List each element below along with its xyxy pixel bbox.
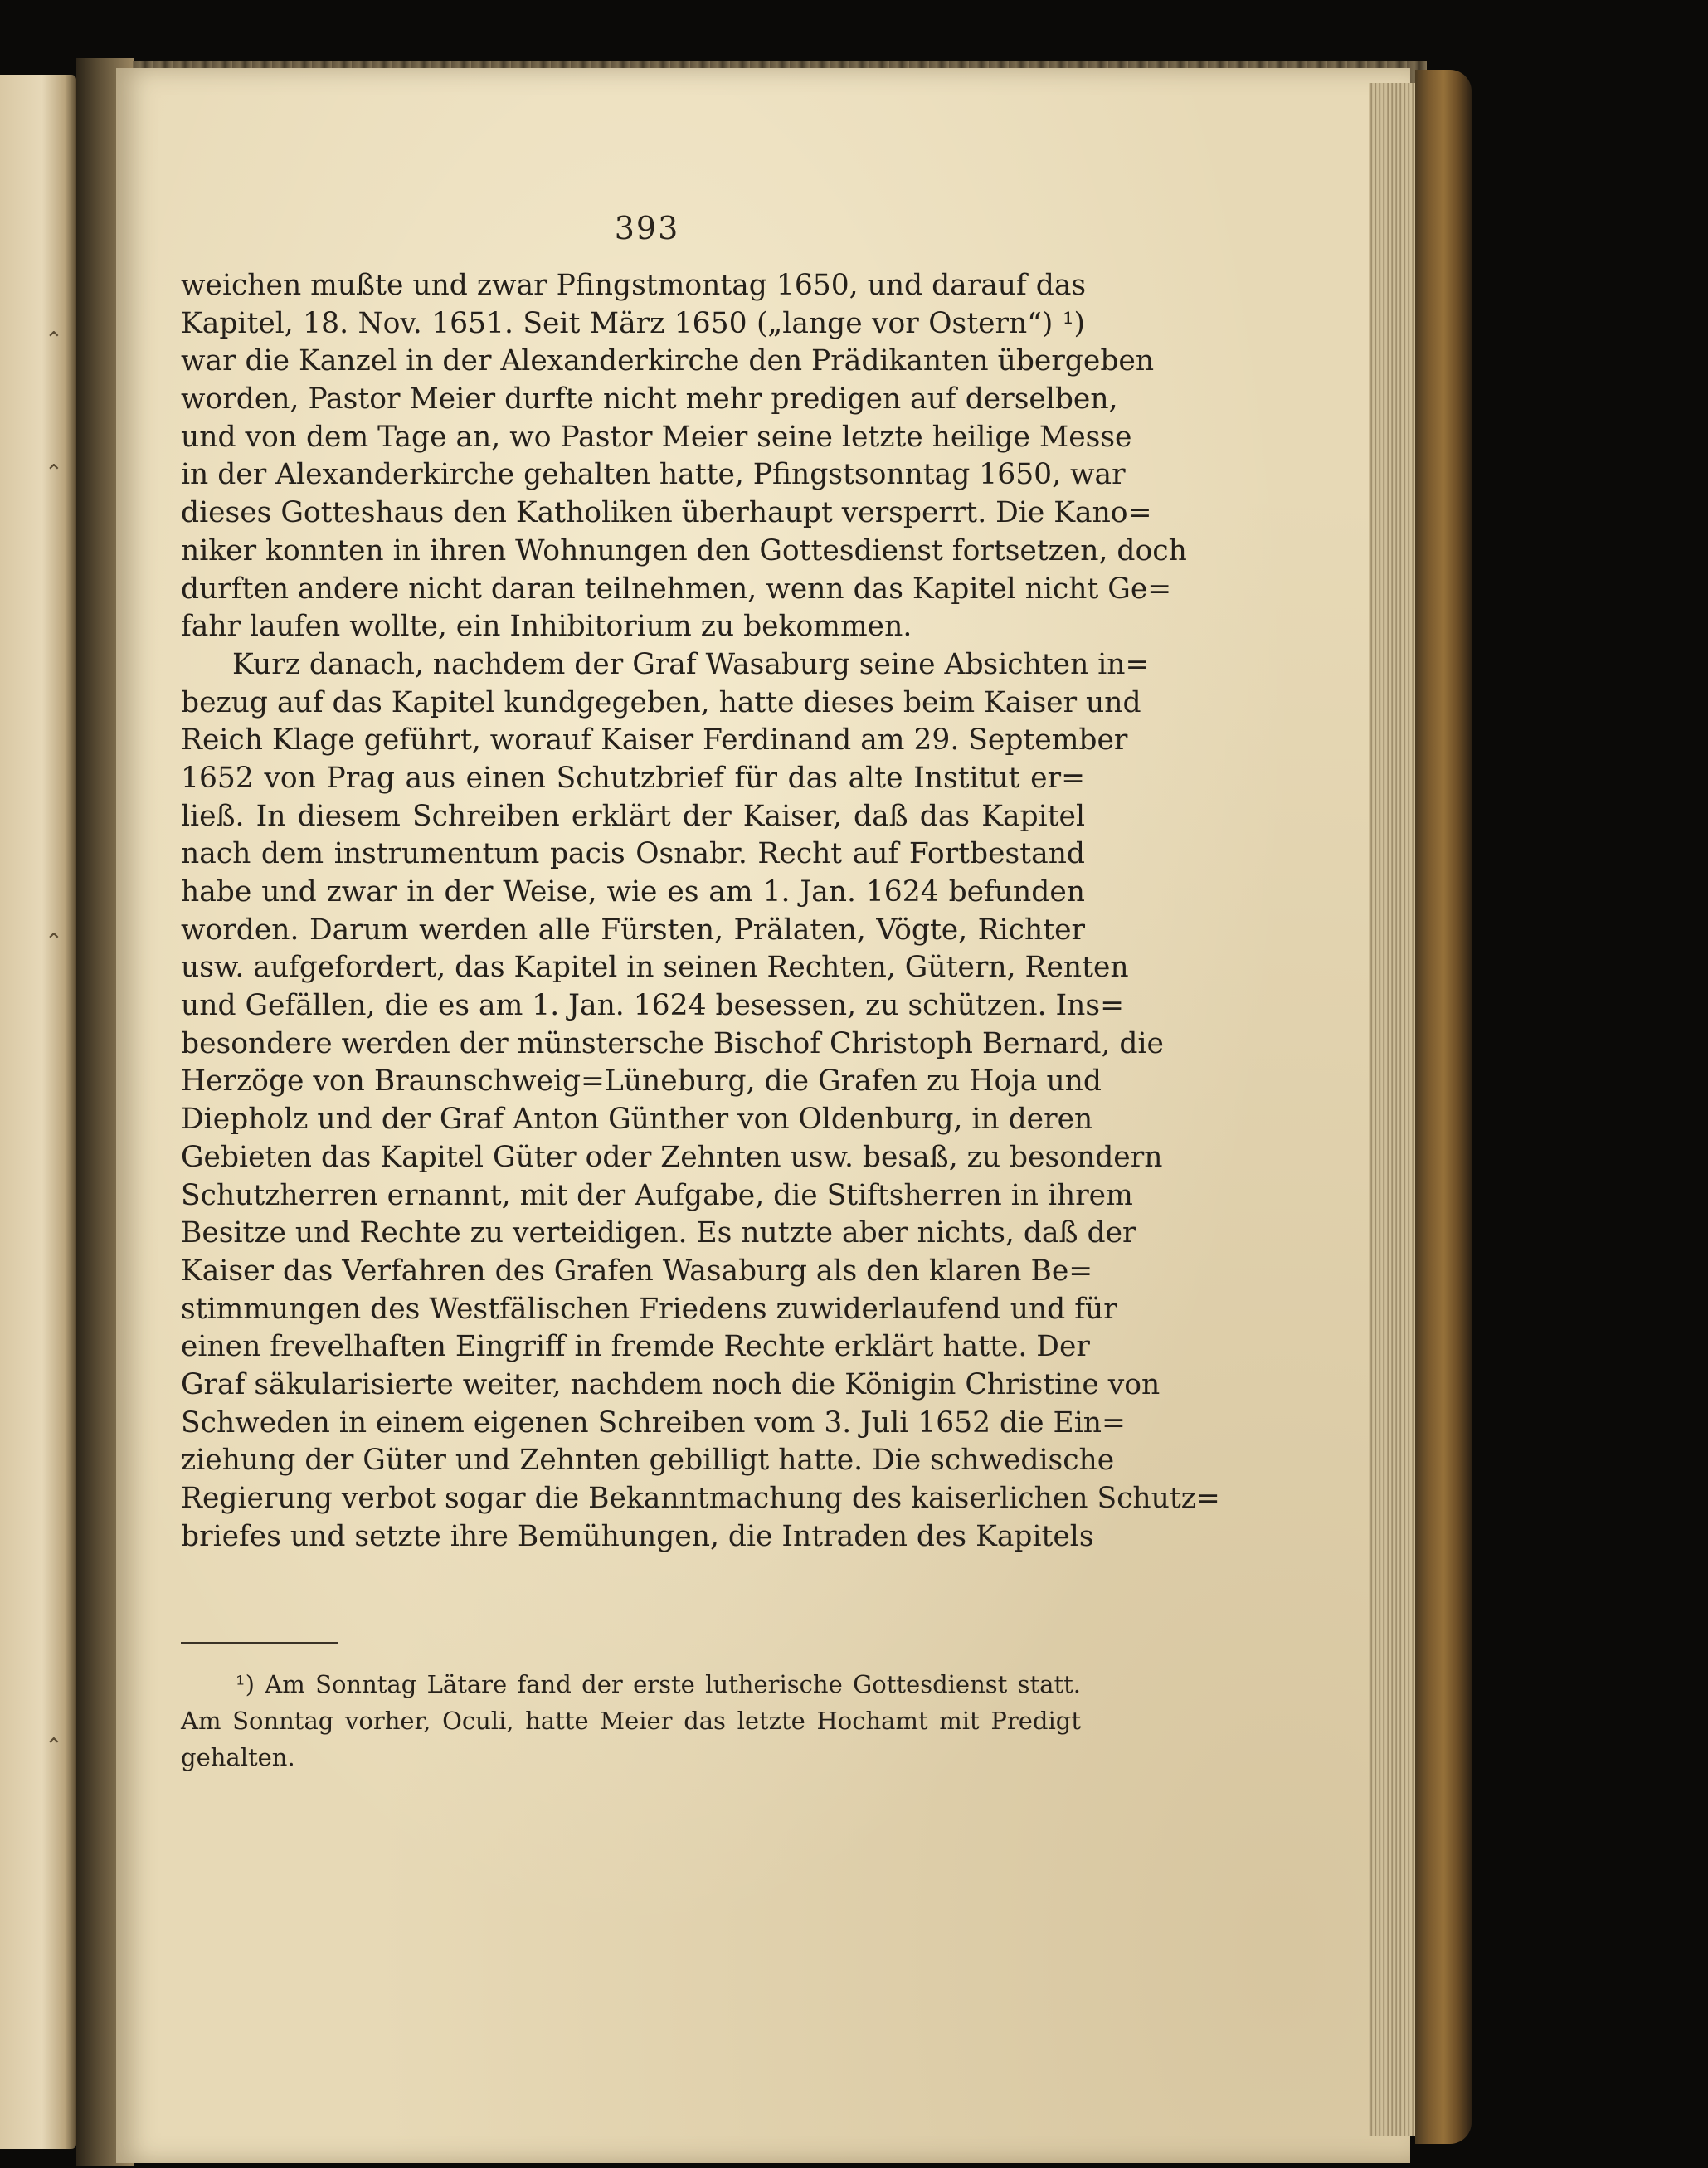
page-number: 393	[614, 210, 680, 246]
text-line: Kaiser das Verfahren des Grafen Wasaburg als den klaren Be=	[181, 1254, 1093, 1288]
footnote-line: ¹) Am Sonntag Lätare fand der erste lutherische Gottesdienst statt.	[236, 1670, 1081, 1698]
text-line: bezug auf das Kapitel kundgegeben, hatte dieses beim Kaiser und	[181, 685, 1141, 719]
footnote-separator	[181, 1642, 338, 1644]
text-line: ließ. In diesem Schreiben erklärt der Kaiser, daß das Kapitel	[181, 799, 1085, 833]
text-line: briefes und setzte ihre Bemühungen, die Intraden des Kapitels	[181, 1519, 1094, 1553]
text-line: usw. aufgefordert, das Kapitel in seinen Rechten, Gütern, Renten	[181, 951, 1129, 985]
text-line: nach dem instrumentum pacis Osnabr. Recht auf Fortbestand	[181, 837, 1085, 871]
text-line: 1652 von Prag aus einen Schutzbrief für das alte Institut er=	[181, 761, 1085, 795]
text-line: in der Alexanderkirche gehalten hatte, Pfingstsonntag 1650, war	[181, 458, 1126, 492]
text-line: und Gefällen, die es am 1. Jan. 1624 besessen, zu schützen. Ins=	[181, 989, 1124, 1023]
text-line: durften andere nicht daran teilnehmen, wenn das Kapitel nicht Ge=	[181, 572, 1172, 606]
left-margin-arrow-icon: ⌃	[45, 328, 63, 353]
text-line: fahr laufen wollte, ein Inhibitorium zu bekommen.	[181, 610, 912, 644]
text-line: Schutzherren ernannt, mit der Aufgabe, die Stiftsherren in ihrem	[181, 1178, 1133, 1212]
text-line: Reich Klage geführt, worauf Kaiser Ferdinand am 29. September	[181, 723, 1128, 758]
text-line: Besitze und Rechte zu verteidigen. Es nutzte aber nichts, daß der	[181, 1216, 1136, 1250]
text-line: war die Kanzel in der Alexanderkirche den Prädikanten übergeben	[181, 344, 1155, 378]
text-line: Herzöge von Braunschweig=Lüneburg, die Grafen zu Hoja und	[181, 1065, 1102, 1099]
footnote-line: gehalten.	[181, 1743, 295, 1771]
text-line: Kapitel, 18. Nov. 1651. Seit März 1650 („lange vor Ostern“) ¹)	[181, 306, 1085, 340]
text-line: niker konnten in ihren Wohnungen den Gottesdienst fortsetzen, doch	[181, 533, 1187, 568]
left-margin-arrow-icon: ⌃	[45, 460, 63, 485]
text-line: einen frevelhaften Eingriff in fremde Rechte erklärt hatte. Der	[181, 1330, 1090, 1364]
text-line: habe und zwar in der Weise, wie es am 1. Jan. 1624 befunden	[181, 875, 1085, 909]
left-margin-arrow-icon: ⌃	[45, 929, 63, 954]
text-line: stimmungen des Westfälischen Friedens zuwiderlaufend und für	[181, 1292, 1117, 1326]
text-line: ziehung der Güter und Zehnten gebilligt hatte. Die schwedische	[181, 1444, 1115, 1478]
text-line: und von dem Tage an, wo Pastor Meier seine letzte heilige Messe	[181, 420, 1132, 454]
background-shadow	[1472, 0, 1708, 2168]
text-line: weichen mußte und zwar Pfingstmontag 1650, und darauf das	[181, 269, 1087, 302]
footnote-line: Am Sonntag vorher, Oculi, hatte Meier das letzte Hochamt mit Predigt	[181, 1707, 1081, 1735]
text-line: Schweden in einem eigenen Schreiben vom 3. Juli 1652 die Ein=	[181, 1406, 1126, 1440]
fore-edge-page-stack	[1369, 83, 1420, 2136]
text-line: Gebieten das Kapitel Güter oder Zehnten usw. besaß, zu besondern	[181, 1140, 1163, 1174]
left-facing-page	[0, 75, 76, 2149]
text-line: Diepholz und der Graf Anton Günther von Oldenburg, in deren	[181, 1103, 1093, 1137]
book-binding-edge	[1415, 70, 1472, 2144]
text-line: Regierung verbot sogar die Bekanntmachung des kaiserlichen Schutz=	[181, 1482, 1220, 1515]
text-line: besondere werden der münstersche Bischof Christoph Bernard, die	[181, 1026, 1164, 1060]
text-line: worden. Darum werden alle Fürsten, Prälaten, Vögte, Richter	[181, 913, 1085, 947]
body-text	[181, 267, 1220, 1556]
text-line: Graf säkularisierte weiter, nachdem noch die Königin Christine von	[181, 1367, 1161, 1401]
text-line: dieses Gotteshaus den Katholiken überhaupt versperrt. Die Kano=	[181, 496, 1152, 530]
footnote	[181, 1666, 1081, 1776]
text-line: Kurz danach, nachdem der Graf Wasaburg seine Absichten in=	[232, 647, 1150, 681]
left-margin-arrow-icon: ⌃	[45, 1734, 63, 1759]
text-line: worden, Pastor Meier durfte nicht mehr predigen auf derselben,	[181, 382, 1118, 417]
